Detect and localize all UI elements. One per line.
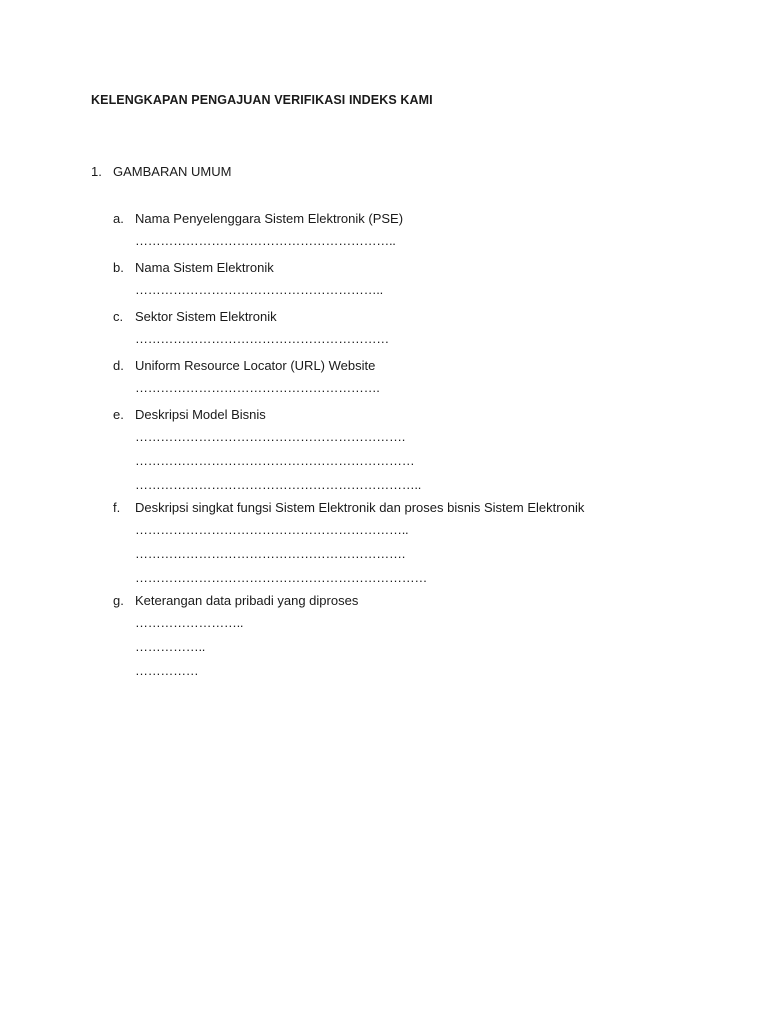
list-item-c xyxy=(113,309,733,351)
item-label: Deskripsi Model Bisnis xyxy=(135,407,266,422)
item-label: Keterangan data pribadi yang diproses xyxy=(135,593,359,608)
item-list xyxy=(113,211,733,683)
fill-in-line: …………………………………………………………… xyxy=(135,570,428,585)
list-item-d xyxy=(113,358,733,400)
item-label: Nama Penyelenggara Sistem Elektronik (PSE) xyxy=(135,211,404,226)
fill-in-line: …………………………………………………. xyxy=(135,380,380,395)
item-letter: a. xyxy=(113,211,124,226)
section-title: GAMBARAN UMUM xyxy=(113,164,232,179)
list-item-a xyxy=(113,211,733,253)
fill-in-line: …………… xyxy=(135,663,199,678)
item-letter: b. xyxy=(113,260,124,275)
item-label: Deskripsi singkat fungsi Sistem Elektronik dan proses bisnis Sistem Elektronik xyxy=(135,500,585,515)
section-number: 1. xyxy=(91,164,102,179)
item-label: Uniform Resource Locator (URL) Website xyxy=(135,358,376,373)
page-title: KELENGKAPAN PENGAJUAN VERIFIKASI INDEKS KAMI xyxy=(91,93,433,107)
fill-in-line: ………………………………………………………. xyxy=(135,546,406,561)
list-item-f xyxy=(113,500,733,590)
fill-in-line: …………………………………………………… xyxy=(135,331,390,346)
fill-in-line: ………………………………………………….. xyxy=(135,282,383,297)
fill-in-line: …………………………………………………….. xyxy=(135,233,396,248)
list-item-b xyxy=(113,260,733,302)
fill-in-line: …………………….. xyxy=(135,615,244,630)
item-letter: g. xyxy=(113,593,124,608)
fill-in-line: ………………………………………………………….. xyxy=(135,477,422,492)
list-item-e xyxy=(113,407,733,497)
item-letter: c. xyxy=(113,309,124,324)
fill-in-line: ……………………………………………………….. xyxy=(135,522,409,537)
item-label: Nama Sistem Elektronik xyxy=(135,260,274,275)
item-letter: f. xyxy=(113,500,121,515)
item-letter: d. xyxy=(113,358,124,373)
fill-in-line: ………………………………………………………. xyxy=(135,429,406,444)
item-label: Sektor Sistem Elektronik xyxy=(135,309,277,324)
fill-in-line: …………….. xyxy=(135,639,206,654)
list-item-g xyxy=(113,593,733,683)
fill-in-line: ………………………………………………………… xyxy=(135,453,415,468)
section-heading xyxy=(91,164,231,179)
item-letter: e. xyxy=(113,407,124,422)
